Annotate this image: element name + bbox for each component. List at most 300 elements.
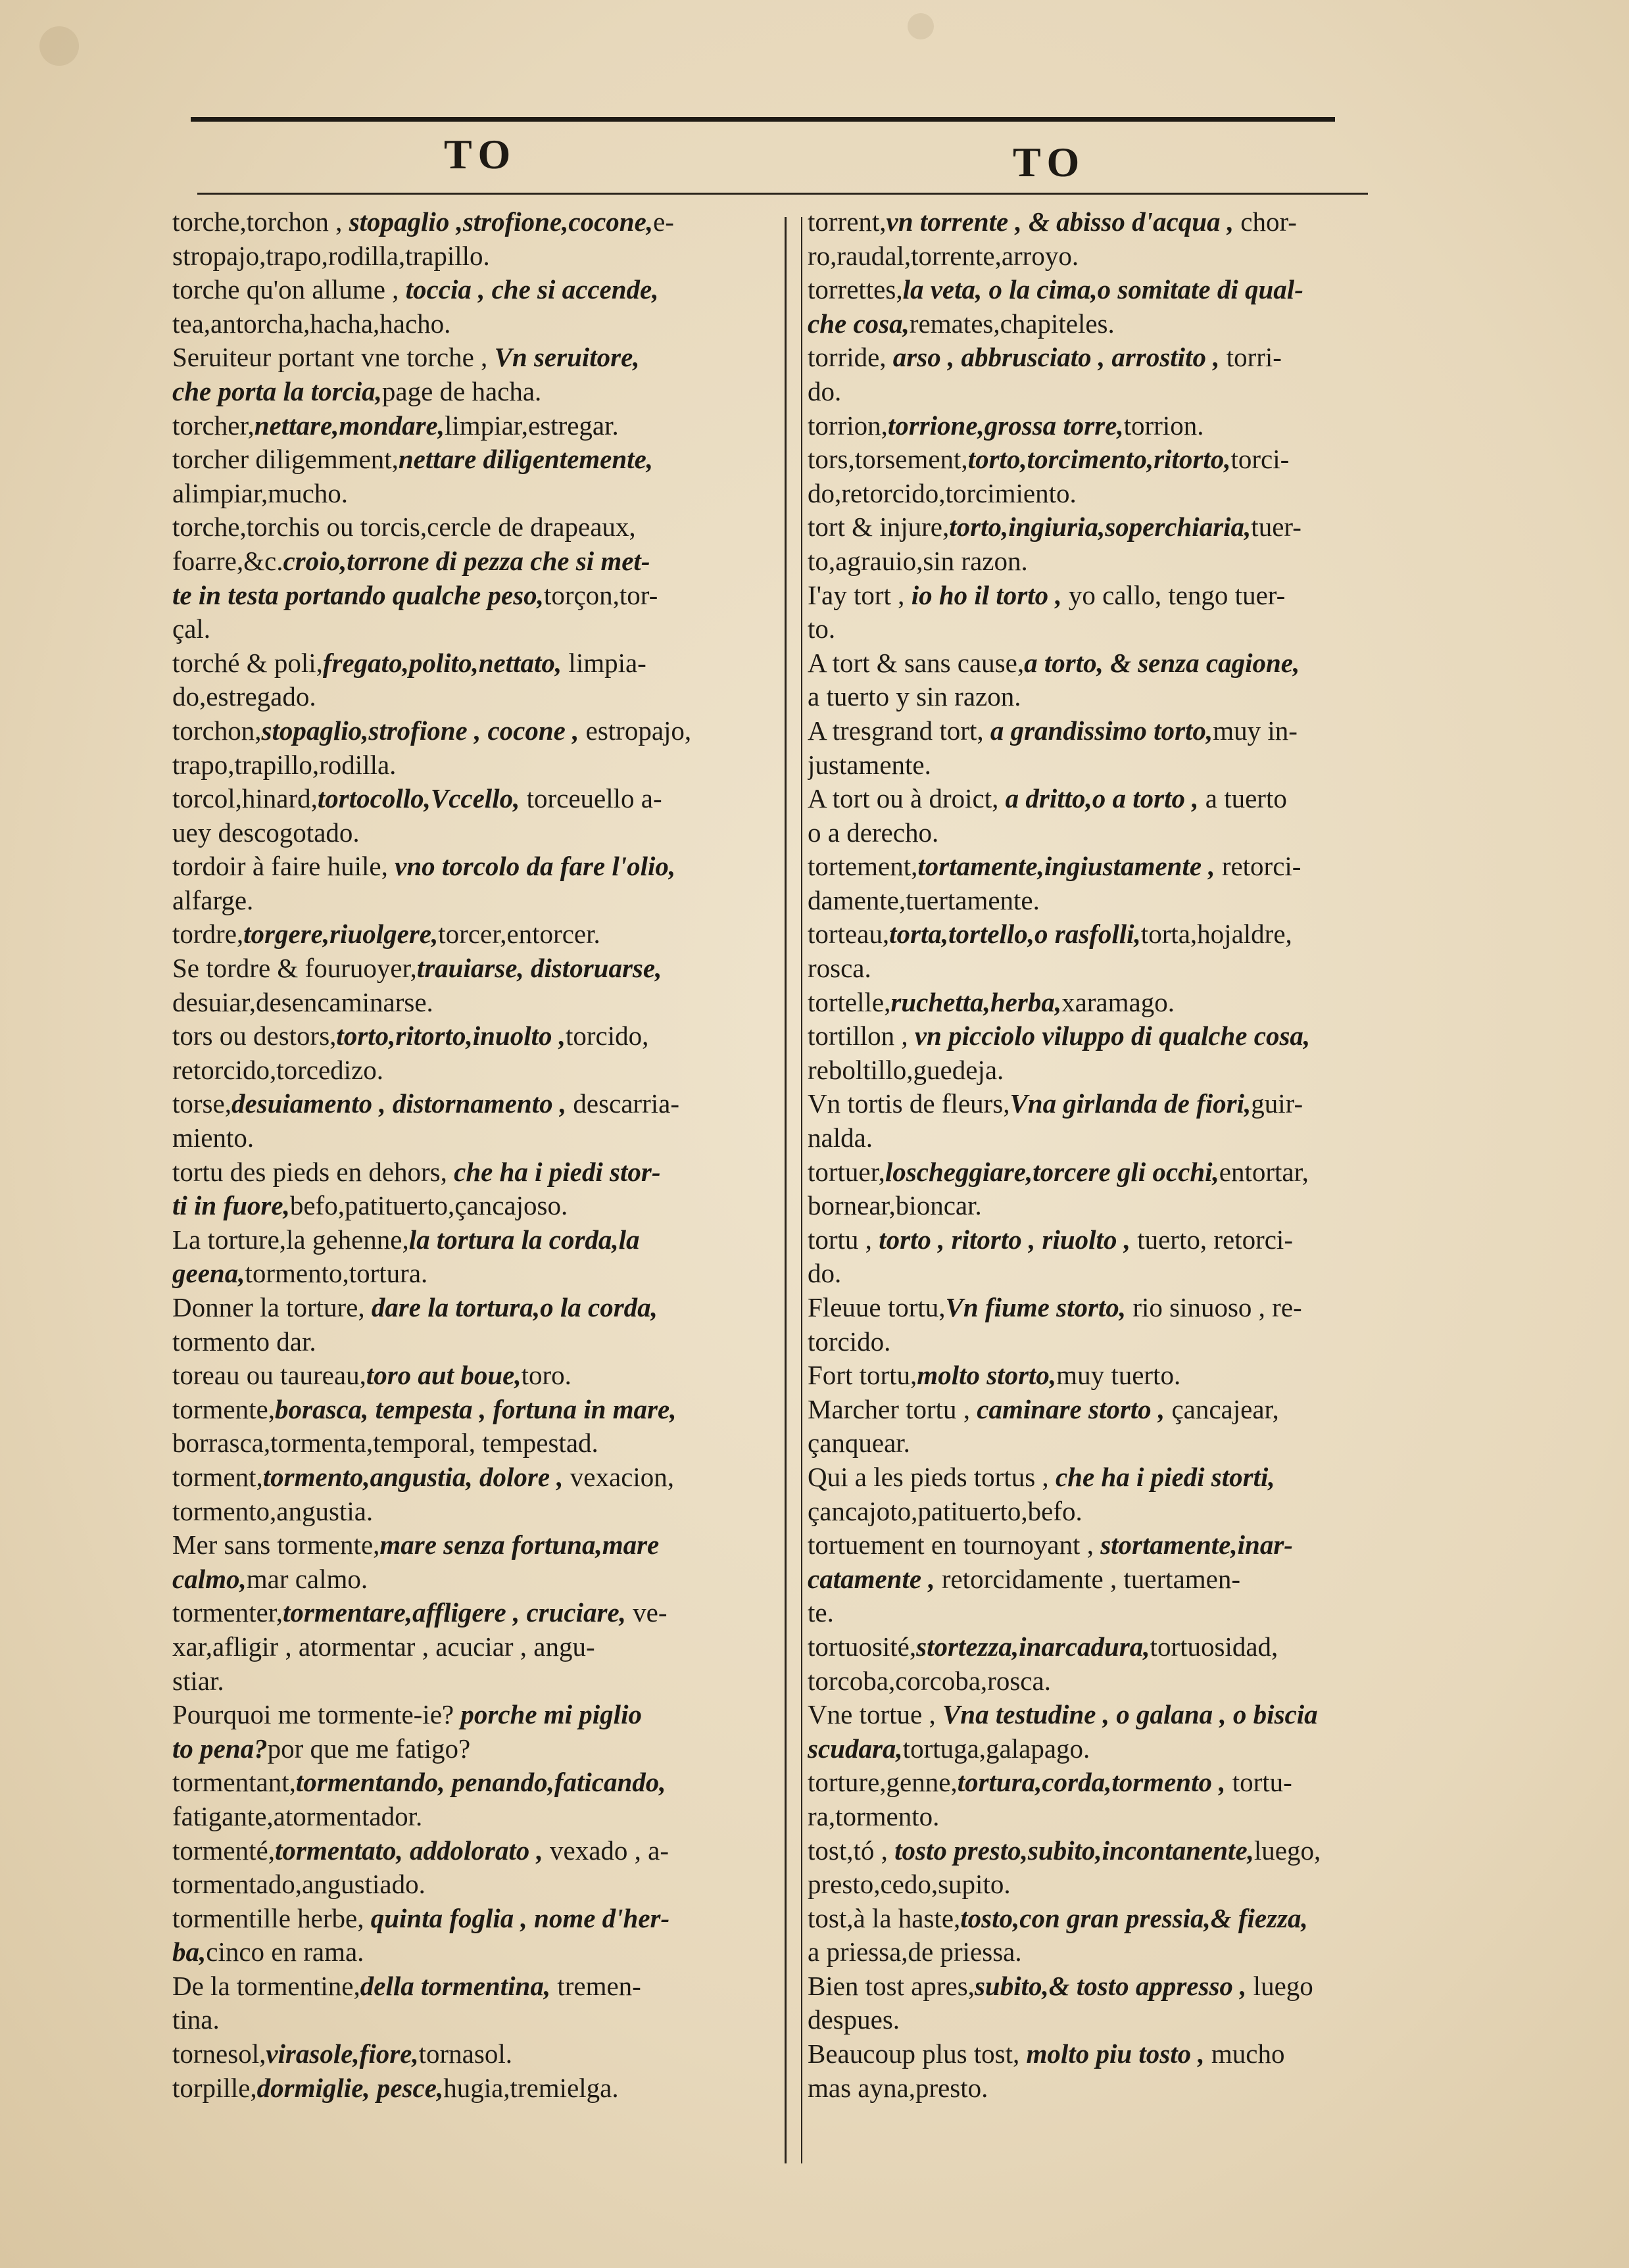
- dictionary-entry: [808, 1834, 1386, 1902]
- entry-line: [172, 1325, 764, 1359]
- entry-text: alfarge.: [172, 884, 254, 915]
- entry-text: tremen-: [550, 1970, 641, 2001]
- entry-line: [172, 1528, 764, 1562]
- entry-text: ve-: [625, 1597, 668, 1628]
- entry-text: Fort tortu,: [808, 1360, 917, 1391]
- entry-line: [172, 443, 764, 477]
- entry-line: [808, 341, 1386, 375]
- dictionary-entry: [808, 273, 1386, 341]
- entry-line: [172, 680, 764, 714]
- dictionary-entry: [172, 1969, 764, 2037]
- italian-gloss: ti in fuore,: [172, 1190, 290, 1221]
- entry-text: yo callo, tengo tuer-: [1061, 579, 1286, 610]
- dictionary-entry: [808, 917, 1386, 985]
- entry-text: Pourquoi me tormente-ie?: [172, 1699, 461, 1730]
- italian-gloss: tortocollo,Vccello,: [317, 783, 520, 814]
- italian-gloss: desuiamento , distornamento ,: [231, 1088, 567, 1119]
- entry-text: to.: [808, 614, 836, 644]
- entry-text: entortar,: [1219, 1156, 1309, 1187]
- entry-line: [808, 1426, 1386, 1460]
- entry-text: fatigante,atormentador.: [172, 1800, 423, 1831]
- dictionary-entry: [172, 1393, 764, 1460]
- entry-text: tort & injure,: [808, 512, 950, 543]
- entry-text: tuer-: [1251, 512, 1301, 543]
- entry-text: do.: [808, 1258, 842, 1289]
- entry-line: [808, 273, 1386, 307]
- italian-gloss: borasca, tempesta , fortuna in mare,: [274, 1393, 677, 1424]
- italian-gloss: croio,torrone di pezza che si met-: [283, 545, 650, 576]
- entry-line: [808, 1019, 1386, 1053]
- entry-text: Vn tortis de fleurs,: [808, 1088, 1010, 1119]
- entry-line: [172, 1359, 764, 1393]
- dictionary-entry: [808, 205, 1386, 273]
- entry-text: do,estregado.: [172, 681, 316, 712]
- dictionary-entry: [172, 273, 764, 341]
- entry-text: ra,tormento.: [808, 1800, 940, 1831]
- entry-line: [808, 1291, 1386, 1325]
- entry-text: torrettes,: [808, 274, 903, 305]
- entry-text: retorcido,torcedizo.: [172, 1054, 384, 1085]
- italian-gloss: tosto presto,subito,incontanente,: [894, 1835, 1254, 1866]
- dictionary-entry: [808, 1969, 1386, 2037]
- entry-text: tormenté,: [172, 1835, 275, 1866]
- entry-text: çal.: [172, 614, 211, 644]
- entry-line: [808, 782, 1386, 816]
- entry-text: tina.: [172, 2004, 220, 2035]
- entry-line: [808, 1189, 1386, 1223]
- dictionary-entry: [172, 646, 764, 714]
- entry-line: [808, 2003, 1386, 2037]
- entry-line: [172, 1053, 764, 1088]
- entry-text: Donner la torture,: [172, 1292, 372, 1322]
- italian-gloss: torto,ingiuria,soperchiaria,: [949, 512, 1252, 543]
- entry-line: [172, 986, 764, 1020]
- dictionary-entry: [808, 1902, 1386, 1969]
- entry-text: desuiar,desencaminarse.: [172, 986, 433, 1017]
- italian-gloss: torto,ritorto,inuolto ,: [336, 1021, 566, 1051]
- entry-text: uey descogotado.: [172, 817, 360, 848]
- italian-gloss: che porta la torcia,: [172, 375, 382, 406]
- entry-line: [808, 1834, 1386, 1868]
- dictionary-entry: [808, 510, 1386, 578]
- entry-text: tortuga,galapago.: [902, 1733, 1090, 1764]
- entry-text: tordoir à faire huile,: [172, 851, 395, 882]
- italian-gloss: stortamente,inar-: [1100, 1530, 1293, 1560]
- header-rule: [191, 117, 1335, 122]
- entry-line: [808, 1460, 1386, 1495]
- entry-text: a tuerto y sin razon.: [808, 681, 1021, 712]
- entry-line: [172, 544, 764, 579]
- italian-gloss: tormento,angustia, dolore ,: [262, 1461, 564, 1492]
- italian-gloss: toccia , che si accende,: [405, 274, 659, 305]
- entry-line: [172, 409, 764, 443]
- dictionary-entry: [172, 409, 764, 443]
- italian-gloss: mare senza fortuna,mare: [379, 1530, 660, 1560]
- entry-text: retorcidamente , tuertamen-: [935, 1563, 1241, 1594]
- italian-gloss: nettare,mondare,: [254, 410, 445, 441]
- entry-text: tuerto, retorci-: [1130, 1224, 1293, 1255]
- entry-line: [172, 2071, 764, 2106]
- entry-line: [808, 1732, 1386, 1766]
- entry-line: [808, 1902, 1386, 1936]
- right-column: [808, 205, 1386, 2105]
- entry-text: mucho: [1204, 2039, 1285, 2069]
- italian-gloss: stopaglio ,strofione,cocone,: [349, 206, 654, 237]
- italian-gloss: Vna girlanda de fiori,: [1009, 1088, 1252, 1119]
- entry-line: [172, 1664, 764, 1699]
- entry-text: remates,chapiteles.: [909, 308, 1115, 339]
- dictionary-entry: [808, 1766, 1386, 1833]
- entry-line: [808, 579, 1386, 613]
- entry-line: [808, 443, 1386, 477]
- italian-gloss: vno torcolo da fare l'olio,: [395, 851, 676, 882]
- entry-text: muy tuerto.: [1056, 1360, 1181, 1391]
- entry-text: muy in-: [1213, 715, 1298, 746]
- entry-text: Beaucoup plus tost,: [808, 2039, 1027, 2069]
- dictionary-entry: [808, 1630, 1386, 1698]
- entry-text: Marcher tortu ,: [808, 1393, 977, 1424]
- entry-text: mar calmo.: [246, 1563, 368, 1594]
- entry-text: rosca.: [808, 953, 871, 984]
- dictionary-entry: [172, 443, 764, 510]
- entry-text: torride,: [808, 342, 893, 373]
- entry-text: rio sinuoso , re-: [1126, 1292, 1302, 1322]
- entry-line: [808, 205, 1386, 239]
- entry-text: tortuosité,: [808, 1631, 917, 1662]
- entry-text: tormentado,angustiado.: [172, 1869, 425, 1900]
- italian-gloss: tormentato, addolorato ,: [274, 1835, 543, 1866]
- entry-line: [172, 205, 764, 239]
- entry-text: torcol,hinard,: [172, 783, 318, 814]
- entry-text: miento.: [172, 1122, 255, 1153]
- entry-text: justamente.: [808, 749, 931, 780]
- italian-gloss: ruchetta,herba,: [890, 986, 1062, 1017]
- entry-line: [172, 816, 764, 850]
- entry-text: hugia,tremielga.: [443, 2072, 619, 2103]
- entry-line: [172, 782, 764, 816]
- italian-gloss: subito,& tosto appresso ,: [974, 1970, 1247, 2001]
- italian-gloss: a torto, & senza cagione,: [1024, 647, 1300, 678]
- entry-text: A tresgrand tort,: [808, 715, 990, 746]
- italian-gloss: torgere,riuolgere,: [243, 919, 439, 950]
- entry-text: despues.: [808, 2004, 900, 2035]
- dictionary-entry: [172, 1596, 764, 1698]
- dictionary-entry: [172, 1223, 764, 1291]
- entry-line: [808, 239, 1386, 274]
- running-head-left: TO: [444, 131, 518, 178]
- entry-line: [808, 1053, 1386, 1088]
- italian-gloss: molto piu tosto ,: [1026, 2039, 1205, 2069]
- dictionary-entry: [172, 952, 764, 1019]
- entry-text: tortu des pieds en dehors,: [172, 1156, 454, 1187]
- entry-line: [172, 1087, 764, 1121]
- entry-text: A tort & sans cause,: [808, 647, 1025, 678]
- entry-text: torcoba,corcoba,rosca.: [808, 1665, 1051, 1696]
- dictionary-entry: [808, 409, 1386, 443]
- entry-line: [172, 510, 764, 544]
- column-divider: [801, 217, 802, 2163]
- italian-gloss: torto , ritorto , riuolto ,: [879, 1224, 1131, 1255]
- entry-line: [172, 646, 764, 681]
- entry-text: torteau,: [808, 919, 890, 950]
- italian-gloss: Vn seruitore,: [494, 342, 640, 373]
- entry-text: tea,antorcha,hacha,hacho.: [172, 308, 451, 339]
- italian-gloss: che ha i piedi storti,: [1055, 1461, 1275, 1492]
- entry-line: [808, 917, 1386, 952]
- entry-line: [808, 1257, 1386, 1291]
- entry-line: [808, 1121, 1386, 1155]
- italian-gloss: loscheggiare,torcere gli occhi,: [885, 1156, 1219, 1187]
- dictionary-entry: [172, 1528, 764, 1596]
- entry-line: [172, 612, 764, 646]
- dictionary-entry: [172, 1766, 764, 1833]
- dictionary-entry: [808, 646, 1386, 714]
- entry-line: [808, 850, 1386, 884]
- entry-text: toreau ou taureau,: [172, 1360, 366, 1391]
- entry-text: vexacion,: [563, 1461, 675, 1492]
- italian-gloss: molto storto,: [917, 1360, 1057, 1391]
- entry-text: tormento,tortura.: [245, 1258, 428, 1289]
- italian-gloss: to pena?: [172, 1733, 268, 1764]
- italian-gloss: stopaglio,strofione , cocone ,: [261, 715, 579, 746]
- entry-text: torment,: [172, 1461, 263, 1492]
- entry-text: guir-: [1251, 1088, 1303, 1119]
- ink-blot: [39, 26, 79, 66]
- entry-text: La torture,la gehenne,: [172, 1224, 409, 1255]
- entry-text: xar,afligir , atormentar , acuciar , angu-: [172, 1631, 595, 1662]
- entry-text: foarre,&c.: [172, 545, 283, 576]
- entry-text: torceuello a-: [520, 783, 662, 814]
- dictionary-entry: [808, 443, 1386, 510]
- entry-text: çancajoto,patituerto,befo.: [808, 1495, 1082, 1526]
- italian-gloss: la tortura la corda,la: [408, 1224, 640, 1255]
- entry-text: befo,patituerto,çancajoso.: [289, 1190, 568, 1221]
- entry-text: Qui a les pieds tortus ,: [808, 1461, 1056, 1492]
- entry-line: [172, 1630, 764, 1664]
- entry-line: [808, 646, 1386, 681]
- entry-line: [172, 1935, 764, 1969]
- entry-text: torpille,: [172, 2072, 257, 2103]
- italian-gloss: scudara,: [808, 1733, 903, 1764]
- italian-gloss: fregato,polito,nettato,: [322, 647, 562, 678]
- entry-line: [808, 307, 1386, 341]
- dictionary-entry: [808, 1155, 1386, 1223]
- entry-line: [808, 375, 1386, 409]
- dictionary-entry: [172, 1291, 764, 1359]
- entry-line: [172, 1155, 764, 1190]
- entry-text: do.: [808, 375, 842, 406]
- entry-text: Se tordre & fouruoyer,: [172, 953, 417, 984]
- dictionary-entry: [172, 1698, 764, 1766]
- entry-text: retorci-: [1215, 851, 1301, 882]
- italian-gloss: Vna testudine , o galana , o biscia: [942, 1699, 1318, 1730]
- entry-line: [172, 1223, 764, 1257]
- dictionary-entry: [808, 1393, 1386, 1460]
- dictionary-entry: [808, 1359, 1386, 1393]
- running-head-right: TO: [1013, 139, 1086, 185]
- entry-text: luego: [1246, 1970, 1313, 2001]
- entry-text: estropajo,: [579, 715, 692, 746]
- entry-text: tors ou destors,: [172, 1021, 337, 1051]
- header-underline: [197, 193, 1368, 195]
- dictionary-entry: [172, 2037, 764, 2071]
- entry-text: tormenter,: [172, 1597, 283, 1628]
- entry-text: tortuement en tournoyant ,: [808, 1530, 1101, 1560]
- dictionary-entry: [808, 850, 1386, 917]
- entry-text: tortuer,: [808, 1156, 885, 1187]
- dictionary-entry: [808, 579, 1386, 646]
- entry-line: [172, 1019, 764, 1053]
- italian-gloss: tortura,corda,tormento ,: [957, 1767, 1226, 1798]
- entry-line: [808, 612, 1386, 646]
- left-column: [172, 205, 764, 2105]
- entry-line: [172, 1902, 764, 1936]
- entry-line: [808, 544, 1386, 579]
- italian-gloss: che cosa,: [808, 308, 910, 339]
- entry-text: tormentille herbe,: [172, 1902, 371, 1933]
- entry-text: ro,raudal,torrente,arroyo.: [808, 240, 1079, 271]
- entry-text: tortu-: [1225, 1767, 1292, 1798]
- entry-text: descarria-: [566, 1088, 679, 1119]
- entry-line: [808, 1359, 1386, 1393]
- entry-line: [172, 477, 764, 511]
- dictionary-entry: [172, 1902, 764, 1969]
- entry-line: [808, 884, 1386, 918]
- italian-gloss: tortamente,ingiustamente ,: [917, 851, 1215, 882]
- italian-gloss: caminare storto ,: [977, 1393, 1165, 1424]
- entry-line: [808, 1325, 1386, 1359]
- dictionary-entry: [172, 1359, 764, 1393]
- entry-text: trapo,trapillo,rodilla.: [172, 749, 397, 780]
- entry-line: [172, 375, 764, 409]
- entry-text: a priessa,de priessa.: [808, 1937, 1022, 1967]
- entry-text: toro.: [521, 1360, 571, 1391]
- entry-text: to,agrauio,sin razon.: [808, 545, 1028, 576]
- dictionary-entry: [172, 1087, 764, 1155]
- entry-line: [808, 1935, 1386, 1969]
- entry-line: [172, 917, 764, 952]
- entry-line: [808, 1223, 1386, 1257]
- entry-text: presto,cedo,supito.: [808, 1869, 1011, 1900]
- entry-text: damente,tuertamente.: [808, 884, 1040, 915]
- entry-text: çanquear.: [808, 1428, 910, 1459]
- entry-line: [172, 1766, 764, 1800]
- entry-line: [808, 1698, 1386, 1732]
- italian-gloss: toro aut boue,: [366, 1360, 522, 1391]
- italian-gloss: la veta, o la cima,o somitate di qual-: [902, 274, 1303, 305]
- entry-line: [808, 986, 1386, 1020]
- entry-text: tors,torsement,: [808, 444, 968, 475]
- entry-line: [172, 1969, 764, 2004]
- entry-line: [172, 748, 764, 783]
- dictionary-entry: [808, 986, 1386, 1020]
- entry-text: torta,hojaldre,: [1140, 919, 1292, 950]
- italian-gloss: tormentando, penando,faticando,: [295, 1767, 666, 1798]
- italian-gloss: io ho il torto ,: [911, 579, 1062, 610]
- italian-gloss: Vn fiume storto,: [945, 1292, 1127, 1322]
- entry-text: tornasol.: [418, 2039, 512, 2069]
- entry-line: [172, 884, 764, 918]
- entry-line: [172, 1698, 764, 1732]
- entry-line: [172, 1596, 764, 1630]
- entry-text: torrent,: [808, 206, 887, 237]
- italian-gloss: dormiglie, pesce,: [256, 2072, 444, 2103]
- entry-line: [172, 2037, 764, 2071]
- entry-line: [172, 1393, 764, 1427]
- entry-line: [172, 1562, 764, 1597]
- dictionary-entry: [172, 714, 764, 782]
- entry-line: [172, 1868, 764, 1902]
- entry-text: te.: [808, 1597, 834, 1628]
- entry-text: Bien tost apres,: [808, 1970, 975, 2001]
- italian-gloss: trauiarse, distoruarse,: [416, 953, 662, 984]
- italian-gloss: della tormentina,: [360, 1970, 551, 2001]
- dictionary-entry: [172, 341, 764, 408]
- entry-line: [808, 1596, 1386, 1630]
- entry-text: torture,genne,: [808, 1767, 958, 1798]
- entry-text: torçon,tor-: [543, 579, 658, 610]
- entry-text: torcher,: [172, 410, 255, 441]
- italian-gloss: tormentare,affligere , cruciare,: [282, 1597, 626, 1628]
- entry-line: [172, 2003, 764, 2037]
- italian-gloss: te in testa portando qualche peso,: [172, 579, 544, 610]
- entry-line: [808, 952, 1386, 986]
- italian-gloss: ba,: [172, 1937, 207, 1967]
- dictionary-entry: [172, 850, 764, 917]
- italian-gloss: torrione,grossa torre,: [887, 410, 1124, 441]
- entry-line: [172, 714, 764, 748]
- entry-text: torci-: [1230, 444, 1290, 475]
- entry-line: [172, 1495, 764, 1529]
- entry-line: [808, 409, 1386, 443]
- dictionary-entry: [808, 1223, 1386, 1291]
- dictionary-entry: [172, 1834, 764, 1902]
- entry-text: reboltillo,guedeja.: [808, 1054, 1004, 1085]
- italian-gloss: torto,torcimento,ritorto,: [967, 444, 1231, 475]
- dictionary-entry: [808, 1460, 1386, 1528]
- entry-line: [808, 680, 1386, 714]
- entry-line: [808, 1393, 1386, 1427]
- italian-gloss: a dritto,o a torto ,: [1005, 783, 1199, 814]
- entry-text: torche,torchon ,: [172, 206, 349, 237]
- entry-text: torcer,entorcer.: [438, 919, 600, 950]
- entry-text: tortu ,: [808, 1224, 879, 1255]
- entry-text: limpia-: [562, 647, 646, 678]
- entry-line: [172, 273, 764, 307]
- dictionary-entry: [808, 714, 1386, 782]
- italian-gloss: dare la tortura,o la corda,: [371, 1292, 658, 1322]
- entry-text: Vne tortue ,: [808, 1699, 942, 1730]
- entry-text: limpiar,estregar.: [445, 410, 619, 441]
- entry-text: Mer sans tormente,: [172, 1530, 380, 1560]
- dictionary-entry: [808, 1087, 1386, 1155]
- entry-text: tormente,: [172, 1393, 275, 1424]
- dictionary-entry: [808, 341, 1386, 408]
- entry-line: [172, 341, 764, 375]
- entry-line: [172, 1460, 764, 1495]
- entry-text: tost,à la haste,: [808, 1902, 961, 1933]
- entry-text: a tuerto: [1198, 783, 1287, 814]
- entry-text: tortelle,: [808, 986, 891, 1017]
- entry-line: [808, 714, 1386, 748]
- entry-line: [808, 2071, 1386, 2106]
- entry-text: borrasca,tormenta,temporal, tempestad.: [172, 1428, 598, 1459]
- italian-gloss: geena,: [172, 1258, 245, 1289]
- italian-gloss: che ha i piedi stor-: [454, 1156, 661, 1187]
- entry-line: [172, 850, 764, 884]
- entry-text: torcido,: [566, 1021, 649, 1051]
- entry-line: [808, 1562, 1386, 1597]
